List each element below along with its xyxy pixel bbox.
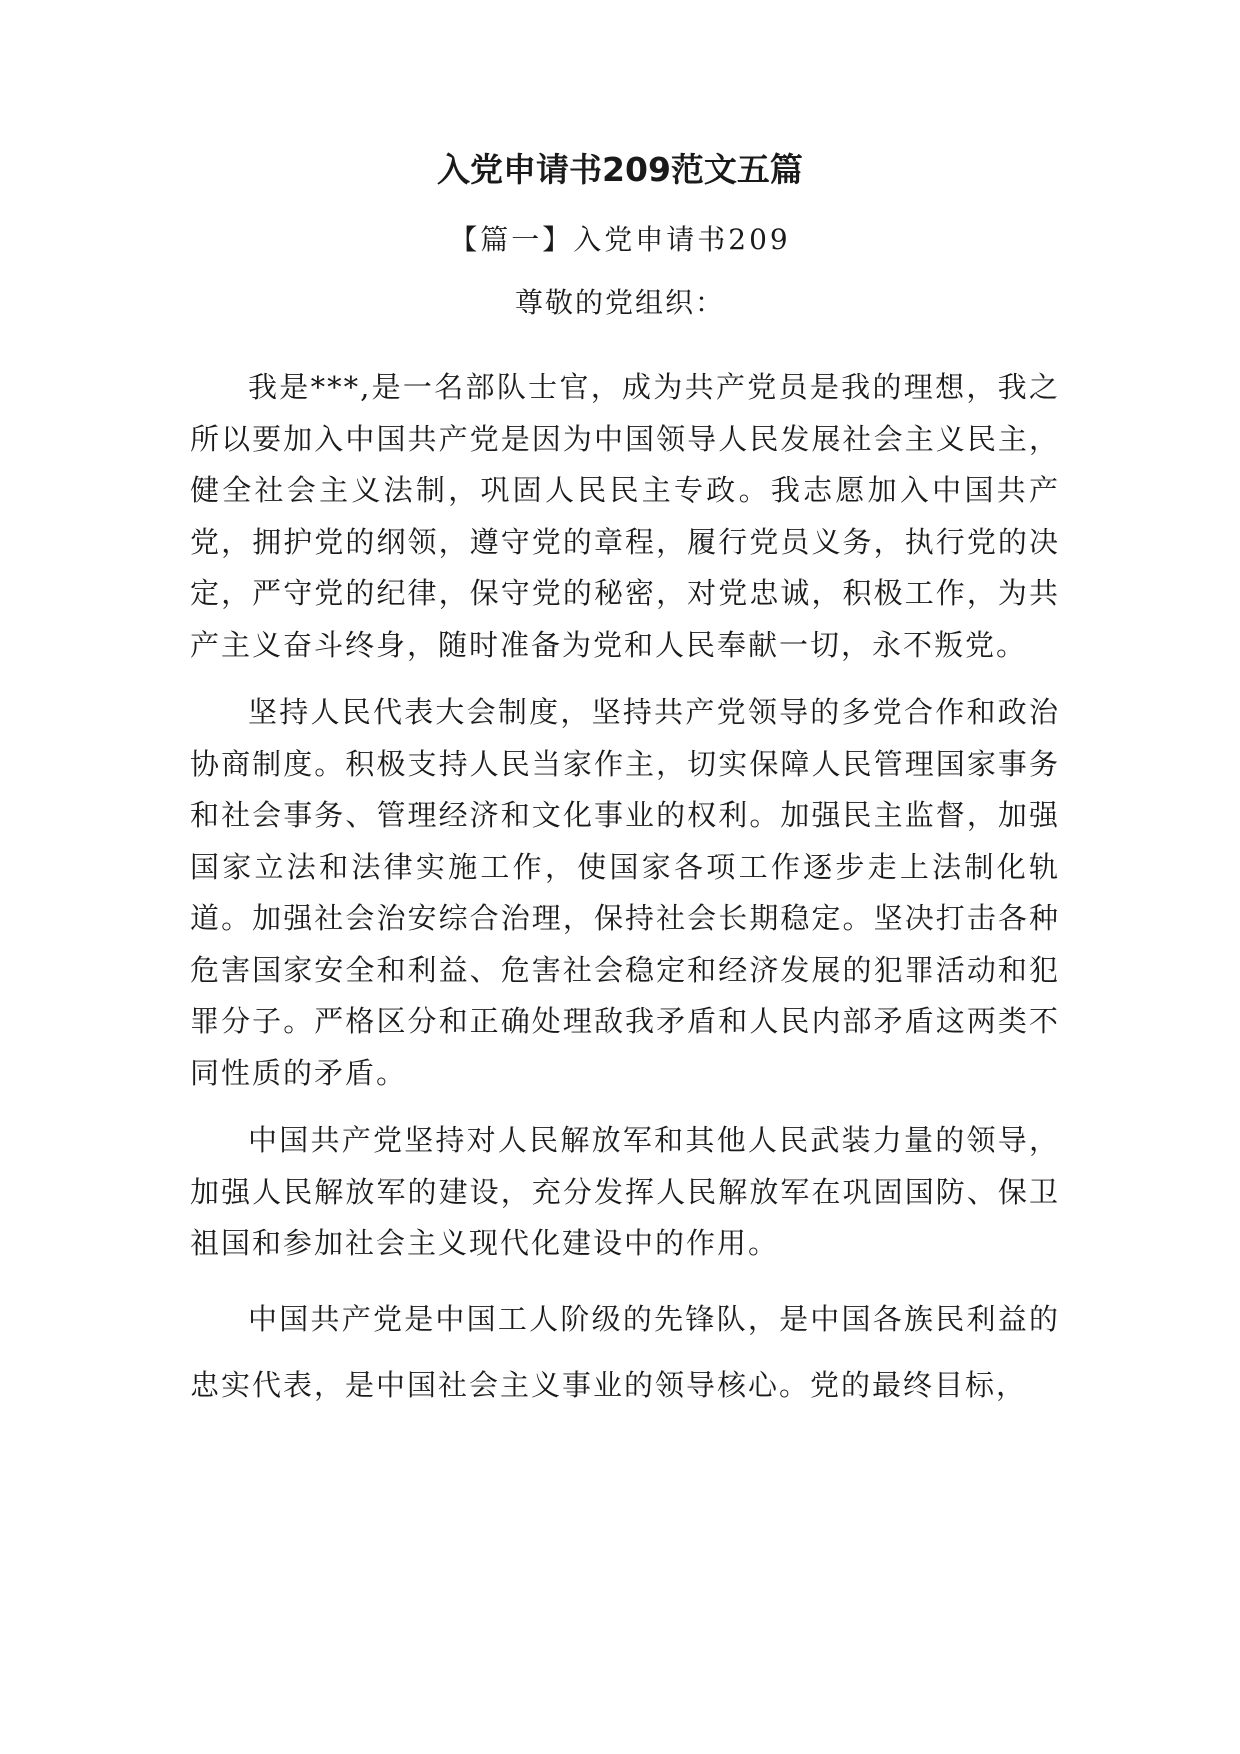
document-title: 入党申请书209范文五篇 xyxy=(437,150,803,189)
section-heading: 【篇一】入党申请书209 xyxy=(449,223,791,256)
paragraph-2: 坚持人民代表大会制度，坚持共产党领导的多党合作和政治协商制度。积极支持人民当家作主，切实保障人民管理国家事务和社会事务、管理经济和文化事业的权利。加强民主监督，加强国家立法和法律实施工作，使国家各项工作逐步走上法制化轨道。加强社会治安综合治理，保持社会长期稳定。坚决打击各种危害国家安全和利益、危害社会稳定和经济发展的犯罪活动和犯罪分子。严格区分和正确处理敌我矛盾和人民内部矛盾这两类不同性质的矛盾。 xyxy=(190,695,1060,1090)
document-body xyxy=(190,362,1060,1434)
paragraph-1: 我是***,是一名部队士官，成为共产党员是我的理想，我之所以要加入中国共产党是因为中国领导人民发展社会主义民主，健全社会主义法制，巩固人民民主专政。我志愿加入中国共产党，拥护党的纲领，遵守党的章程，履行党员义务，执行党的决定，严守党的纪律，保守党的秘密，对党忠诚，积极工作，为共产主义奋斗终身，随时准备为党和人民奉献一切，永不叛党。 xyxy=(190,370,1060,662)
salutation: 尊敬的党组织： xyxy=(514,286,725,319)
paragraph-3: 中国共产党坚持对人民解放军和其他人民武装力量的领导，加强人民解放军的建设，充分发挥人民解放军在巩固国防、保卫祖国和参加社会主义现代化建设中的作用。 xyxy=(190,1123,1060,1260)
paragraph-4: 中国共产党是中国工人阶级的先锋队，是中国各族民利益的忠实代表，是中国社会主义事业的领导核心。党的最终目标， xyxy=(190,1301,1060,1402)
